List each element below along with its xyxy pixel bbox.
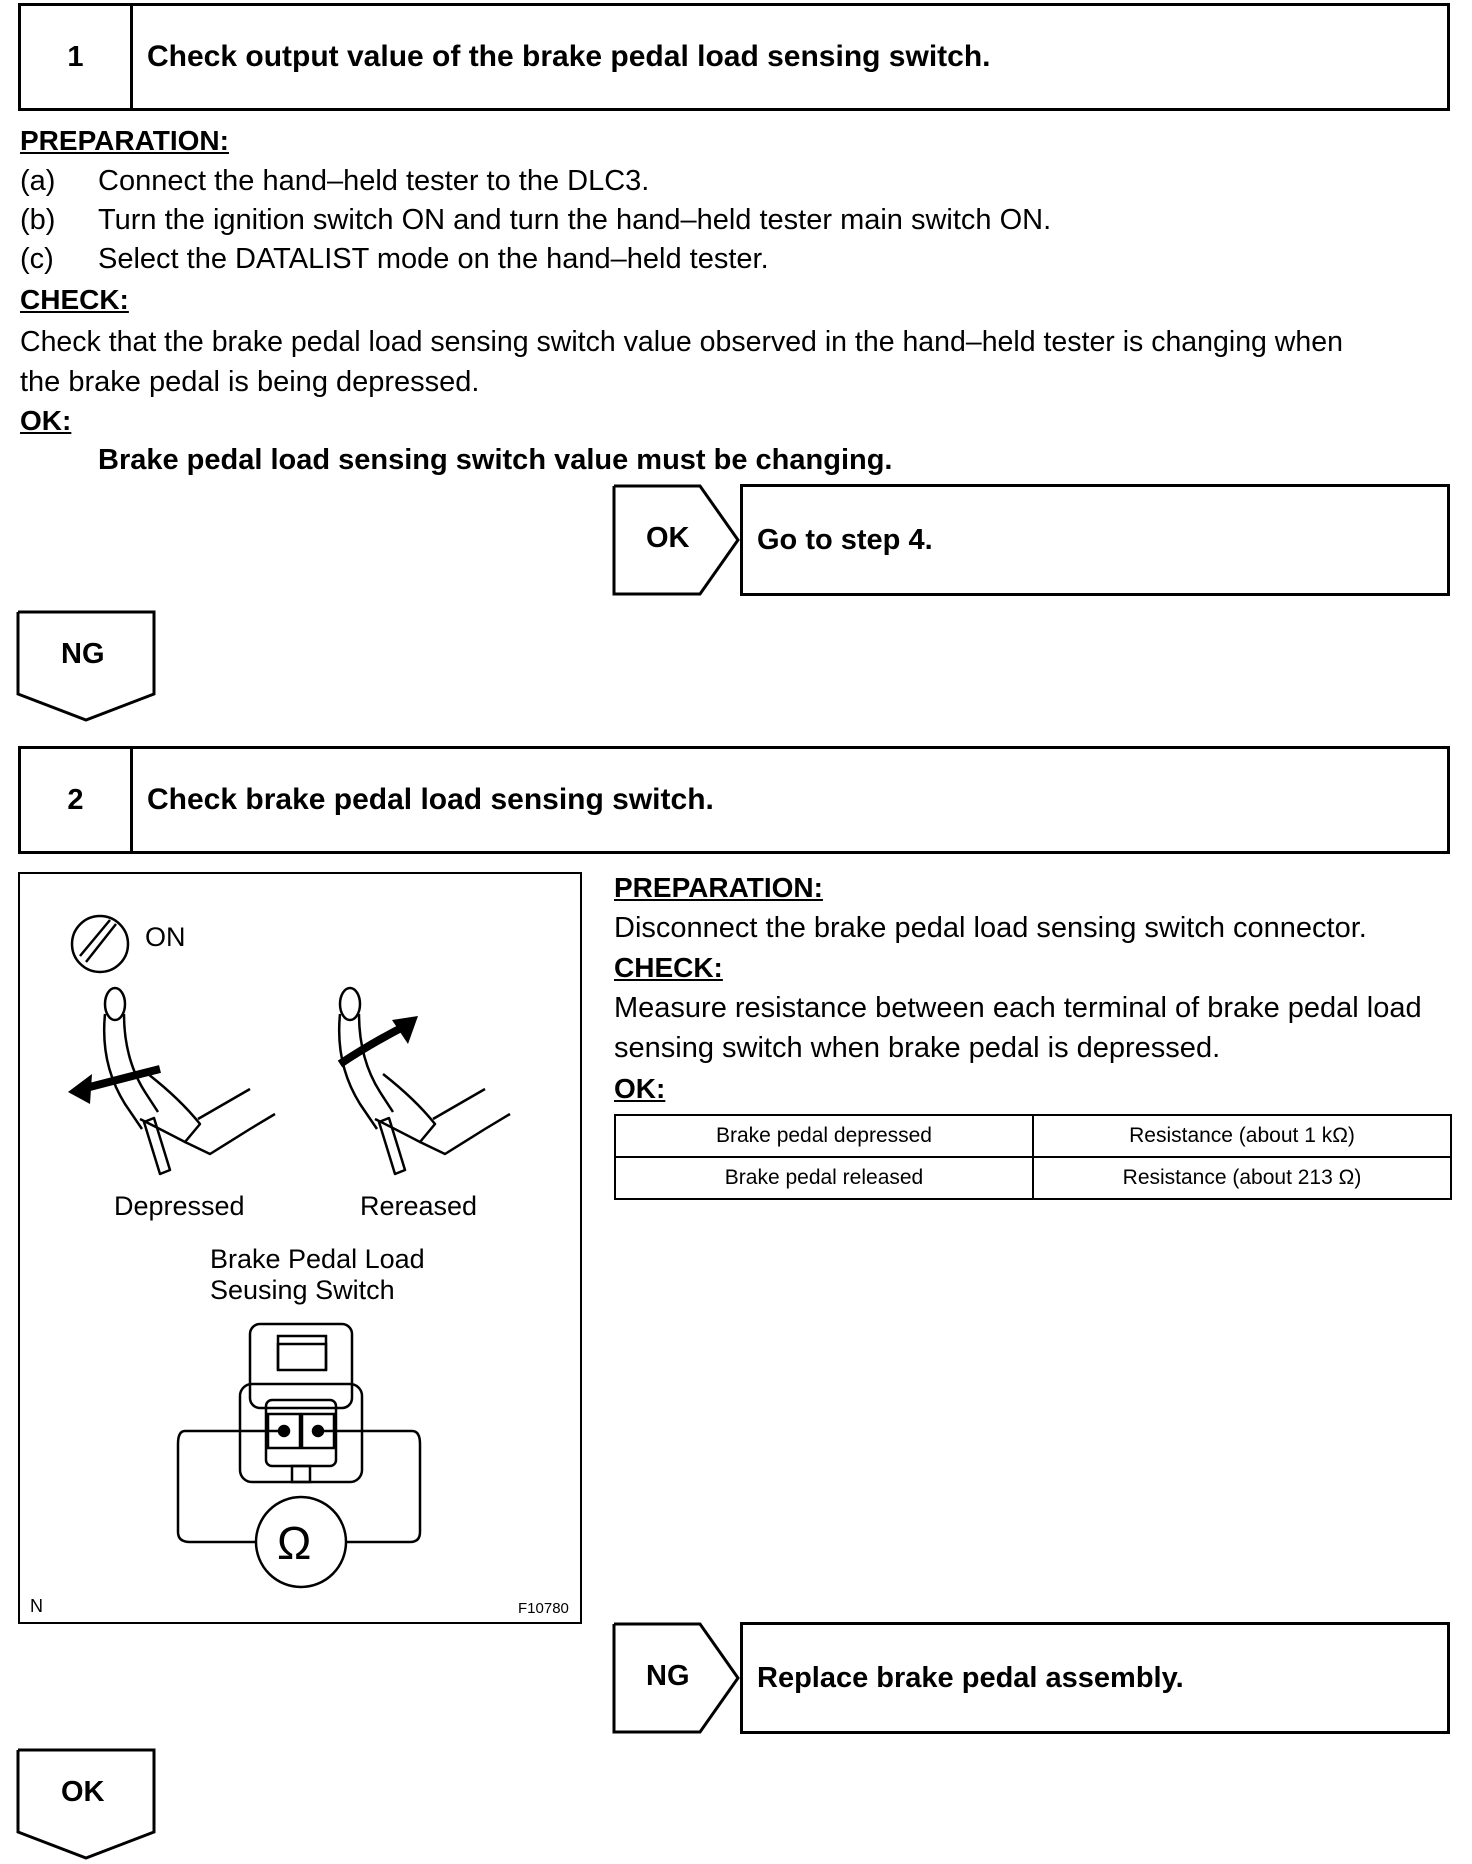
item-label: (c): [20, 243, 54, 275]
step-title: Check output value of the brake pedal load sensing switch.: [147, 40, 991, 73]
depress-arrow-icon: [82, 1069, 160, 1089]
check-text-line-1: Check that the brake pedal load sensing switch value observed in the hand–held tester is changing when: [20, 326, 1343, 358]
figure-id: F10780: [518, 1600, 569, 1617]
check-heading: CHECK:: [20, 284, 129, 315]
ok-spec: Brake pedal load sensing switch value must be changing.: [98, 444, 893, 476]
ng-branch-result: [740, 1622, 1450, 1734]
preparation-heading: PREPARATION:: [20, 125, 229, 156]
table-row: [615, 1115, 1451, 1157]
table-cell: Resistance (about 213 Ω): [1033, 1157, 1451, 1199]
ng-branch-label: NG: [646, 1660, 690, 1692]
ng-label: NG: [61, 638, 105, 670]
step-number: 2: [21, 749, 133, 851]
check-text-line-2: sensing switch when brake pedal is depressed.: [614, 1032, 1221, 1064]
released-label: Rereased: [360, 1191, 478, 1221]
item-text: Select the DATALIST mode on the hand–held tester.: [98, 243, 769, 275]
check-heading: CHECK:: [614, 952, 723, 983]
connector-icon: [240, 1324, 362, 1482]
step-title: Check brake pedal load sensing switch.: [147, 783, 714, 816]
resistance-spec-table: [614, 1114, 1452, 1200]
step-2-header: [18, 746, 1450, 854]
preparation-text: Disconnect the brake pedal load sensing switch connector.: [614, 912, 1367, 944]
ohm-icon: Ω: [277, 1517, 312, 1569]
table-row: [615, 1157, 1451, 1199]
ignition-on-icon: [72, 916, 128, 972]
table-cell: Resistance (about 1 kΩ): [1033, 1115, 1451, 1157]
ng-branch-text: Replace brake pedal assembly.: [757, 1661, 1184, 1694]
switch-label-line-1: Brake Pedal Load: [210, 1244, 425, 1274]
ok-label: OK: [61, 1776, 105, 1808]
on-label: ON: [145, 922, 186, 952]
preparation-heading: PREPARATION:: [614, 872, 823, 903]
table-cell: Brake pedal released: [615, 1157, 1033, 1199]
ok-heading: OK:: [614, 1073, 666, 1104]
item-label: (b): [20, 204, 56, 236]
figure-corner-left: N: [30, 1596, 43, 1616]
release-arrow-icon: [340, 1026, 405, 1064]
check-text-line-2: the brake pedal is being depressed.: [20, 366, 480, 398]
pedal-depressed-icon: [104, 988, 275, 1174]
ok-branch-text: Go to step 4.: [757, 523, 933, 556]
item-text: Connect the hand–held tester to the DLC3.: [98, 165, 650, 197]
ok-branch-result: [740, 484, 1450, 596]
depressed-label: Depressed: [114, 1191, 245, 1221]
check-text-line-1: Measure resistance between each terminal of brake pedal load: [614, 992, 1422, 1024]
ok-heading: OK:: [20, 405, 72, 436]
table-cell: Brake pedal depressed: [615, 1115, 1033, 1157]
item-text: Turn the ignition switch ON and turn the hand–held tester main switch ON.: [98, 204, 1052, 236]
switch-label-line-2: Seusing Switch: [210, 1275, 395, 1305]
step-number: 1: [21, 6, 133, 108]
item-label: (a): [20, 165, 56, 197]
ok-branch-label: OK: [646, 522, 690, 554]
step-1-header: [18, 3, 1450, 111]
figure-frame: [18, 872, 582, 1624]
pedal-released-icon: [339, 988, 510, 1174]
